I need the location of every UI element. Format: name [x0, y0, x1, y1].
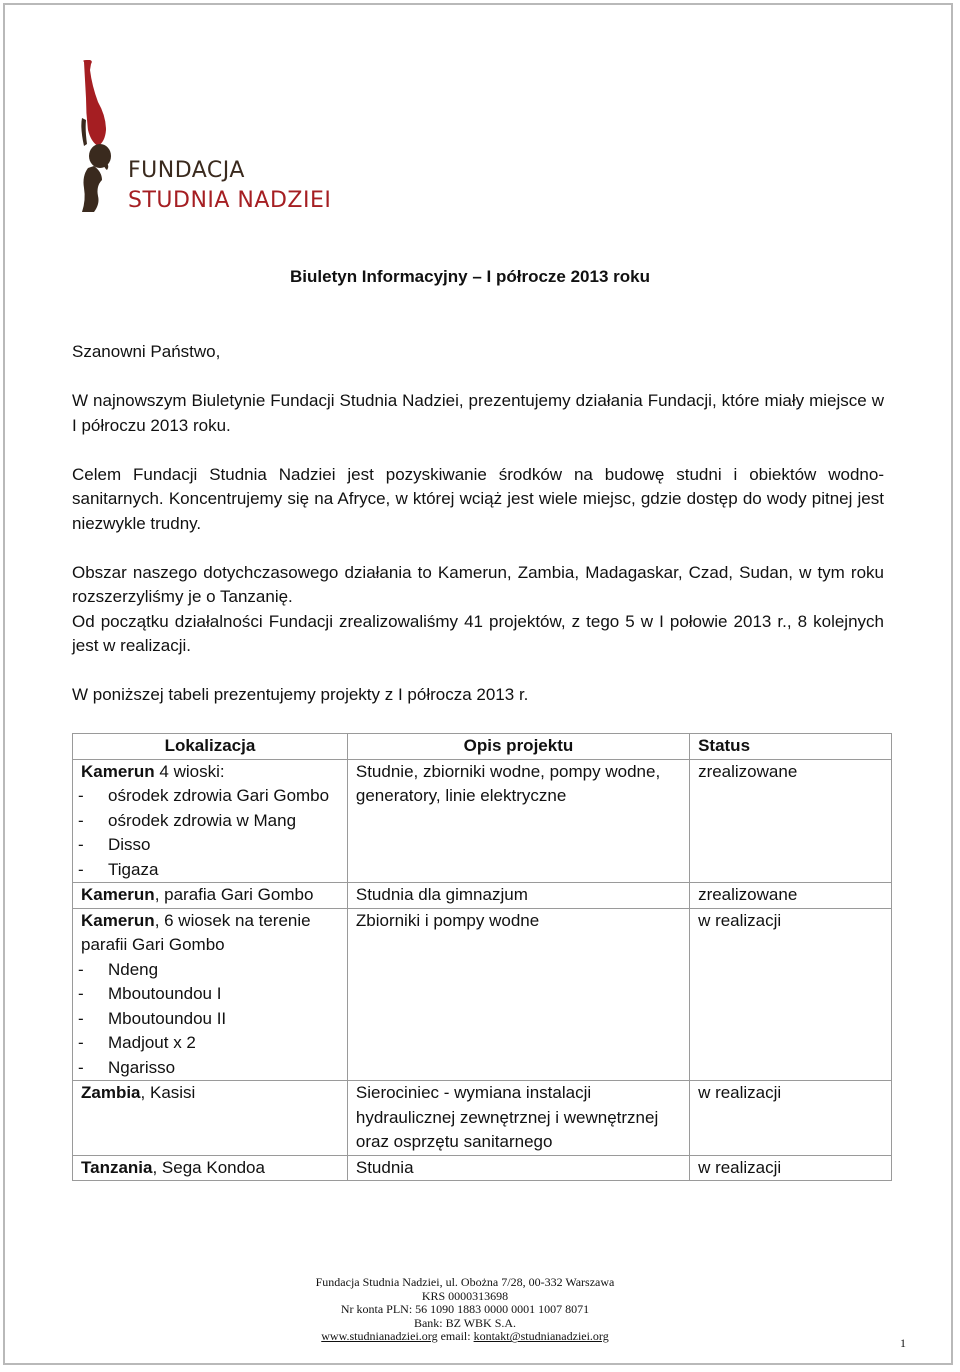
footer-bank: Bank: BZ WBK S.A.	[413, 1315, 517, 1330]
list-item: - Ndeng	[81, 958, 339, 983]
location-cell	[73, 1081, 348, 1156]
location-detail: 4 wioski:	[154, 761, 225, 781]
header-location: Lokalizacja	[73, 734, 348, 760]
table-row	[73, 1155, 892, 1181]
header-description: Opis projektu	[347, 734, 689, 760]
location-detail: , parafia Gari Gombo	[154, 885, 314, 904]
email-link[interactable]: kontakt@studnianadziei.org	[473, 1329, 609, 1344]
table-row	[73, 908, 892, 1081]
page-number: 1	[900, 1336, 906, 1350]
list-item: - ośrodek zdrowia w Mang	[81, 809, 339, 834]
location-cell	[73, 883, 348, 909]
location-country: Zambia	[81, 1083, 141, 1102]
location-cell	[73, 759, 348, 883]
location-country: Kamerun	[81, 761, 155, 781]
email-label: email:	[437, 1329, 474, 1344]
footer-address: Fundacja Studnia Nadziei, ul. Obożna 7/28, 00-332 Warszawa	[315, 1275, 615, 1289]
paragraph-table-intro: W poniższej tabeli prezentujemy projekty z I półrocza 2013 r.	[72, 685, 529, 704]
status-cell: w realizacji	[690, 908, 892, 1081]
logo-text-line2: STUDNIA NADZIEI	[128, 188, 332, 213]
location-detail: , Sega Kondoa	[152, 1157, 265, 1177]
description-cell: Studnia	[347, 1155, 689, 1181]
figure-with-vase-icon	[76, 58, 124, 214]
list-item: - Disso	[81, 833, 339, 858]
status-cell: zrealizowane	[690, 759, 892, 883]
status-cell: w realizacji	[690, 1081, 892, 1156]
greeting: Szanowni Państwo,	[72, 342, 221, 361]
paragraph-mission: Celem Fundacji Studnia Nadziei jest pozyskiwanie środków na budowę studni i obiektów wodno-sanitarnych. Koncentrujemy się na Afryce, w której wciąż jest wiele miejsc, gdzie dostęp do wody pitnej jest niezwykle trudny.	[72, 464, 884, 533]
description-cell: Studnie, zbiorniki wodne, pompy wodne, generatory, linie elektryczne	[347, 759, 689, 883]
document-title: Biuletyn Informacyjny – I półrocze 2013 roku	[290, 267, 650, 286]
description-cell: Studnia dla gimnazjum	[347, 883, 689, 909]
location-country: Tanzania	[81, 1157, 153, 1177]
paragraph-intro: W najnowszym Biuletynie Fundacji Studnia Nadziei, prezentujemy działania Fundacji, które miały miejsce w I półroczu 2013 roku.	[72, 391, 884, 435]
location-cell	[73, 908, 348, 1081]
village-list	[81, 958, 339, 1081]
document-body	[72, 340, 884, 708]
list-item: - Tigaza	[81, 858, 339, 883]
footer-krs: KRS 0000313698	[421, 1288, 509, 1303]
website-link[interactable]: www.studnianadziei.org	[321, 1329, 438, 1344]
list-item: - Ngarisso	[81, 1056, 339, 1081]
projects-table	[72, 733, 892, 1181]
status-cell: w realizacji	[690, 1155, 892, 1181]
description-cell: Zbiorniki i pompy wodne	[347, 908, 689, 1081]
table-row	[73, 883, 892, 909]
footer-contact	[200, 1330, 730, 1344]
table-header-row	[73, 734, 892, 760]
table-row	[73, 1081, 892, 1156]
location-country: Kamerun	[81, 910, 155, 930]
footer	[200, 1276, 730, 1344]
list-item: - Mboutoundou II	[81, 1007, 339, 1032]
list-item: - Madjout x 2	[81, 1031, 339, 1056]
location-cell	[73, 1155, 348, 1181]
location-country: Kamerun	[81, 885, 155, 904]
list-item: - Mboutoundou I	[81, 982, 339, 1007]
logo-text-line1: FUNDACJA	[128, 158, 245, 183]
location-detail: , 6 wiosek na terenie parafii Gari Gombo	[81, 910, 311, 954]
village-list	[81, 784, 339, 882]
status-cell: zrealizowane	[690, 883, 892, 909]
description-cell: Sierociniec - wymiana instalacji hydraulicznej zewnętrznej i wewnętrznej oraz osprzętu sanitarnego	[347, 1081, 689, 1156]
footer-account: Nr konta PLN: 56 1090 1883 0000 0001 1007 8071	[340, 1302, 590, 1317]
paragraph-area: Obszar naszego dotychczasowego działania to Kamerun, Zambia, Madagaskar, Czad, Sudan, w tym roku rozszerzyliśmy je o Tanzanię.	[72, 562, 884, 606]
list-item: - ośrodek zdrowia Gari Gombo	[81, 784, 339, 809]
table-row	[73, 759, 892, 883]
paragraph-projects-count: Od początku działalności Fundacji zrealizowaliśmy 41 projektów, z tego 5 w I połowie 2013 r., 8 kolejnych jest w realizacji.	[72, 611, 884, 655]
header-status: Status	[690, 734, 892, 760]
location-detail: , Kasisi	[140, 1083, 196, 1102]
foundation-logo	[76, 58, 336, 218]
